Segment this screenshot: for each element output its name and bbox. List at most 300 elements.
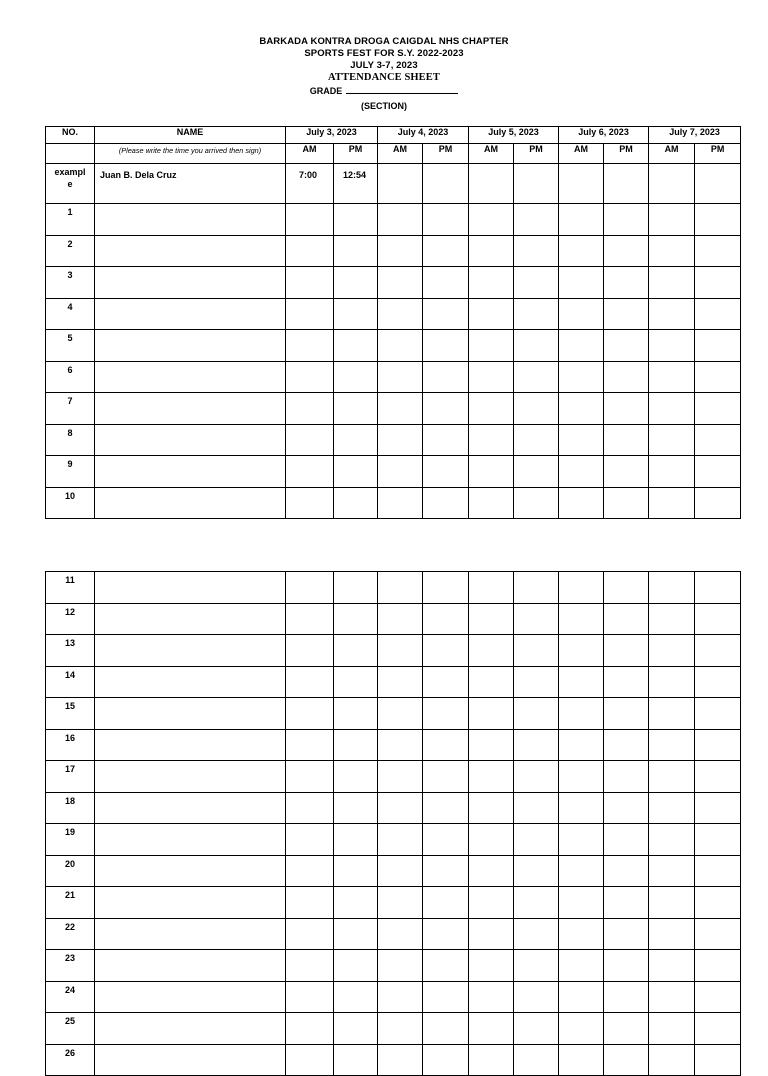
time-cell — [286, 950, 334, 982]
table-row — [46, 918, 741, 950]
time-cell — [604, 635, 649, 667]
time-cell — [334, 824, 378, 856]
time-cell — [559, 698, 604, 730]
time-cell — [559, 1013, 604, 1045]
time-cell — [334, 792, 378, 824]
time-cell — [378, 729, 423, 761]
row-number: 25 — [46, 1013, 95, 1045]
time-cell — [378, 572, 423, 604]
time-cell — [649, 603, 695, 635]
time-cell — [469, 698, 514, 730]
time-cell — [514, 603, 559, 635]
time-cell — [378, 635, 423, 667]
time-cell — [469, 603, 514, 635]
time-cell — [559, 950, 604, 982]
time-cell — [559, 1044, 604, 1076]
name-cell — [95, 635, 286, 667]
time-cell — [604, 164, 649, 204]
time-cell — [286, 1044, 334, 1076]
col-name-header: NAME — [95, 127, 286, 144]
name-cell — [95, 918, 286, 950]
time-cell — [695, 603, 741, 635]
table-row — [46, 298, 741, 330]
time-cell — [334, 855, 378, 887]
time-cell — [423, 456, 469, 488]
time-cell — [378, 298, 423, 330]
time-cell — [286, 855, 334, 887]
name-cell — [95, 330, 286, 362]
time-cell — [286, 393, 334, 425]
name-cell — [95, 1013, 286, 1045]
time-cell — [469, 950, 514, 982]
time-cell — [334, 267, 378, 299]
row-number: 8 — [46, 424, 95, 456]
time-cell — [514, 456, 559, 488]
name-cell — [95, 792, 286, 824]
time-cell — [334, 1013, 378, 1045]
time-cell — [378, 456, 423, 488]
org-name: BARKADA KONTRA DROGA CAIGDAL NHS CHAPTER — [259, 36, 509, 47]
time-cell — [649, 572, 695, 604]
time-cell — [334, 981, 378, 1013]
time-cell — [469, 887, 514, 919]
time-cell — [559, 729, 604, 761]
time-cell — [695, 918, 741, 950]
table-row — [46, 729, 741, 761]
name-cell — [95, 950, 286, 982]
time-cell — [469, 1044, 514, 1076]
time-cell — [695, 887, 741, 919]
time-cell — [286, 792, 334, 824]
time-cell — [514, 635, 559, 667]
time-cell — [514, 950, 559, 982]
time-cell — [469, 330, 514, 362]
time-cell — [423, 164, 469, 204]
blank-cell — [46, 144, 95, 164]
name-cell — [95, 666, 286, 698]
time-cell — [286, 698, 334, 730]
time-cell — [469, 456, 514, 488]
time-cell — [604, 950, 649, 982]
time-cell — [604, 981, 649, 1013]
time-cell — [649, 361, 695, 393]
time-cell — [423, 950, 469, 982]
name-cell — [95, 298, 286, 330]
time-cell — [286, 1013, 334, 1045]
row-number: 13 — [46, 635, 95, 667]
time-cell — [378, 824, 423, 856]
sheet-header — [0, 36, 768, 113]
time-cell — [334, 698, 378, 730]
time-cell — [286, 456, 334, 488]
time-cell — [649, 164, 695, 204]
row-number: 17 — [46, 761, 95, 793]
time-cell — [604, 487, 649, 519]
time-cell — [423, 1013, 469, 1045]
time-cell — [559, 666, 604, 698]
row-number: 23 — [46, 950, 95, 982]
time-cell — [604, 887, 649, 919]
time-cell — [649, 761, 695, 793]
time-cell — [334, 330, 378, 362]
time-cell — [695, 164, 741, 204]
time-cell — [559, 456, 604, 488]
time-cell — [514, 824, 559, 856]
time-cell — [559, 887, 604, 919]
row-number: 6 — [46, 361, 95, 393]
time-cell — [514, 204, 559, 236]
table-row — [46, 330, 741, 362]
table-row — [46, 1013, 741, 1045]
day-header: July 4, 2023 — [378, 127, 469, 144]
time-cell — [469, 635, 514, 667]
row-number: 26 — [46, 1044, 95, 1076]
row-number: 16 — [46, 729, 95, 761]
row-number: 9 — [46, 456, 95, 488]
time-cell — [334, 204, 378, 236]
table-row — [46, 981, 741, 1013]
table-row — [46, 855, 741, 887]
time-cell — [649, 887, 695, 919]
time-cell — [378, 855, 423, 887]
time-cell — [604, 204, 649, 236]
time-cell — [559, 918, 604, 950]
time-cell — [334, 361, 378, 393]
time-cell — [604, 761, 649, 793]
time-cell — [378, 330, 423, 362]
time-cell — [649, 824, 695, 856]
table-row — [46, 824, 741, 856]
time-cell — [514, 918, 559, 950]
time-cell — [469, 792, 514, 824]
table-row — [46, 666, 741, 698]
time-cell — [649, 635, 695, 667]
time-cell — [286, 887, 334, 919]
time-cell — [695, 855, 741, 887]
time-cell — [423, 298, 469, 330]
day-header: July 3, 2023 — [286, 127, 378, 144]
name-cell — [95, 729, 286, 761]
time-cell — [695, 981, 741, 1013]
time-cell — [423, 603, 469, 635]
time-cell — [423, 235, 469, 267]
time-cell — [286, 918, 334, 950]
time-cell — [423, 1044, 469, 1076]
row-number: 19 — [46, 824, 95, 856]
time-cell — [649, 298, 695, 330]
am-header: AM — [378, 144, 423, 164]
time-cell — [334, 603, 378, 635]
time-cell — [514, 698, 559, 730]
time-cell — [378, 393, 423, 425]
time-cell — [469, 298, 514, 330]
time-cell — [604, 267, 649, 299]
time-cell — [334, 235, 378, 267]
time-cell — [514, 487, 559, 519]
table-row — [46, 361, 741, 393]
time-cell — [604, 824, 649, 856]
time-cell — [514, 761, 559, 793]
time-cell — [378, 918, 423, 950]
time-cell — [514, 792, 559, 824]
time-cell — [334, 950, 378, 982]
table-row — [46, 603, 741, 635]
time-cell — [559, 267, 604, 299]
time-cell — [604, 918, 649, 950]
time-cell — [604, 424, 649, 456]
grade-line — [0, 84, 768, 99]
time-cell — [378, 164, 423, 204]
time-cell — [286, 824, 334, 856]
time-cell — [378, 487, 423, 519]
table-row — [46, 1044, 741, 1076]
time-cell — [649, 698, 695, 730]
time-cell — [469, 855, 514, 887]
time-cell — [604, 572, 649, 604]
time-cell — [469, 393, 514, 425]
time-cell — [649, 918, 695, 950]
time-cell — [378, 424, 423, 456]
table-row — [46, 572, 741, 604]
table-row — [46, 267, 741, 299]
name-cell — [95, 424, 286, 456]
time-cell — [378, 887, 423, 919]
time-cell — [649, 330, 695, 362]
time-cell — [695, 950, 741, 982]
pm-header: PM — [514, 144, 559, 164]
time-cell — [286, 361, 334, 393]
time-cell — [695, 824, 741, 856]
time-cell — [469, 267, 514, 299]
time-cell — [695, 204, 741, 236]
time-cell — [514, 298, 559, 330]
time-cell — [423, 981, 469, 1013]
name-cell — [95, 204, 286, 236]
am-header: AM — [649, 144, 695, 164]
time-cell — [378, 950, 423, 982]
time-cell — [423, 792, 469, 824]
time-cell — [334, 635, 378, 667]
row-number: 11 — [46, 572, 95, 604]
time-cell — [286, 330, 334, 362]
time-cell — [469, 572, 514, 604]
time-cell — [469, 918, 514, 950]
name-cell — [95, 981, 286, 1013]
time-cell — [649, 1013, 695, 1045]
time-cell — [423, 698, 469, 730]
time-cell — [559, 204, 604, 236]
time-cell — [423, 267, 469, 299]
time-cell — [695, 761, 741, 793]
time-cell — [604, 603, 649, 635]
name-cell — [95, 572, 286, 604]
time-cell — [378, 204, 423, 236]
grade-label: GRADE — [309, 86, 343, 96]
time-cell — [514, 164, 559, 204]
row-number: 20 — [46, 855, 95, 887]
time-cell — [649, 792, 695, 824]
time-cell — [649, 393, 695, 425]
day-header: July 7, 2023 — [649, 127, 741, 144]
time-cell — [649, 666, 695, 698]
sheet-title: ATTENDANCE SHEET — [328, 72, 440, 83]
time-cell — [286, 635, 334, 667]
row-number: 14 — [46, 666, 95, 698]
time-cell — [695, 487, 741, 519]
time-cell — [469, 729, 514, 761]
time-cell — [559, 330, 604, 362]
time-cell — [286, 424, 334, 456]
time-cell — [649, 729, 695, 761]
time-cell — [469, 824, 514, 856]
time-cell — [514, 424, 559, 456]
table-row — [46, 698, 741, 730]
row-number: 1 — [46, 204, 95, 236]
time-cell — [286, 298, 334, 330]
time-cell — [695, 666, 741, 698]
time-cell — [559, 761, 604, 793]
row-number: 18 — [46, 792, 95, 824]
time-cell — [649, 981, 695, 1013]
name-cell — [95, 267, 286, 299]
time-cell — [286, 603, 334, 635]
attendance-table-top — [45, 126, 741, 519]
time-cell — [423, 361, 469, 393]
time-cell — [378, 792, 423, 824]
time-cell — [334, 666, 378, 698]
time-cell — [423, 204, 469, 236]
time-cell — [378, 666, 423, 698]
name-cell — [95, 487, 286, 519]
example-label: exampl e — [46, 164, 95, 204]
name-instruction: (Please write the time you arrived then sign) — [95, 144, 286, 164]
time-cell — [514, 1013, 559, 1045]
table-row — [46, 792, 741, 824]
time-cell — [514, 267, 559, 299]
name-cell — [95, 698, 286, 730]
time-cell — [423, 393, 469, 425]
name-cell — [95, 855, 286, 887]
time-cell — [514, 235, 559, 267]
day-header: July 5, 2023 — [469, 127, 559, 144]
time-cell — [334, 572, 378, 604]
time-cell — [423, 761, 469, 793]
time-cell — [514, 729, 559, 761]
row-number: 4 — [46, 298, 95, 330]
time-cell — [649, 456, 695, 488]
time-cell — [378, 698, 423, 730]
time-cell — [695, 729, 741, 761]
time-cell — [334, 393, 378, 425]
time-cell — [378, 1044, 423, 1076]
time-cell — [423, 855, 469, 887]
time-cell — [514, 855, 559, 887]
time-cell — [604, 298, 649, 330]
am-header: AM — [469, 144, 514, 164]
time-cell — [378, 603, 423, 635]
time-cell — [695, 1013, 741, 1045]
time-cell — [378, 267, 423, 299]
name-cell — [95, 887, 286, 919]
time-cell — [423, 330, 469, 362]
time-cell — [334, 487, 378, 519]
time-cell — [514, 666, 559, 698]
time-cell — [334, 761, 378, 793]
time-cell — [695, 792, 741, 824]
name-cell — [95, 361, 286, 393]
name-cell — [95, 1044, 286, 1076]
example-pm-time: 12:54 — [334, 164, 378, 204]
grade-blank — [346, 84, 458, 94]
time-cell — [695, 393, 741, 425]
time-cell — [604, 235, 649, 267]
time-cell — [378, 361, 423, 393]
name-cell — [95, 235, 286, 267]
time-cell — [695, 330, 741, 362]
time-cell — [649, 1044, 695, 1076]
time-cell — [695, 456, 741, 488]
time-cell — [559, 792, 604, 824]
time-cell — [423, 572, 469, 604]
example-name: Juan B. Dela Cruz — [95, 164, 286, 204]
row-number: 10 — [46, 487, 95, 519]
pm-header: PM — [604, 144, 649, 164]
event-dates: JULY 3-7, 2023 — [350, 60, 418, 71]
table-row — [46, 393, 741, 425]
time-cell — [695, 235, 741, 267]
name-cell — [95, 603, 286, 635]
time-cell — [334, 298, 378, 330]
day-header: July 6, 2023 — [559, 127, 649, 144]
table-row — [46, 635, 741, 667]
row-number: 21 — [46, 887, 95, 919]
time-cell — [469, 666, 514, 698]
time-cell — [423, 666, 469, 698]
am-header: AM — [559, 144, 604, 164]
time-cell — [604, 792, 649, 824]
time-cell — [559, 981, 604, 1013]
time-cell — [469, 424, 514, 456]
row-number: 5 — [46, 330, 95, 362]
time-cell — [469, 235, 514, 267]
time-cell — [334, 729, 378, 761]
time-cell — [695, 698, 741, 730]
time-cell — [514, 981, 559, 1013]
time-cell — [423, 424, 469, 456]
time-cell — [604, 330, 649, 362]
time-cell — [423, 729, 469, 761]
time-cell — [649, 855, 695, 887]
time-cell — [514, 330, 559, 362]
time-cell — [469, 1013, 514, 1045]
time-cell — [514, 887, 559, 919]
pm-header: PM — [423, 144, 469, 164]
time-cell — [469, 164, 514, 204]
time-cell — [604, 698, 649, 730]
time-cell — [604, 855, 649, 887]
time-cell — [334, 887, 378, 919]
time-cell — [559, 298, 604, 330]
time-cell — [423, 635, 469, 667]
time-cell — [649, 204, 695, 236]
table-row — [46, 204, 741, 236]
header-row-days — [46, 127, 741, 144]
row-number: 15 — [46, 698, 95, 730]
name-cell — [95, 824, 286, 856]
time-cell — [559, 572, 604, 604]
time-cell — [559, 603, 604, 635]
time-cell — [286, 981, 334, 1013]
